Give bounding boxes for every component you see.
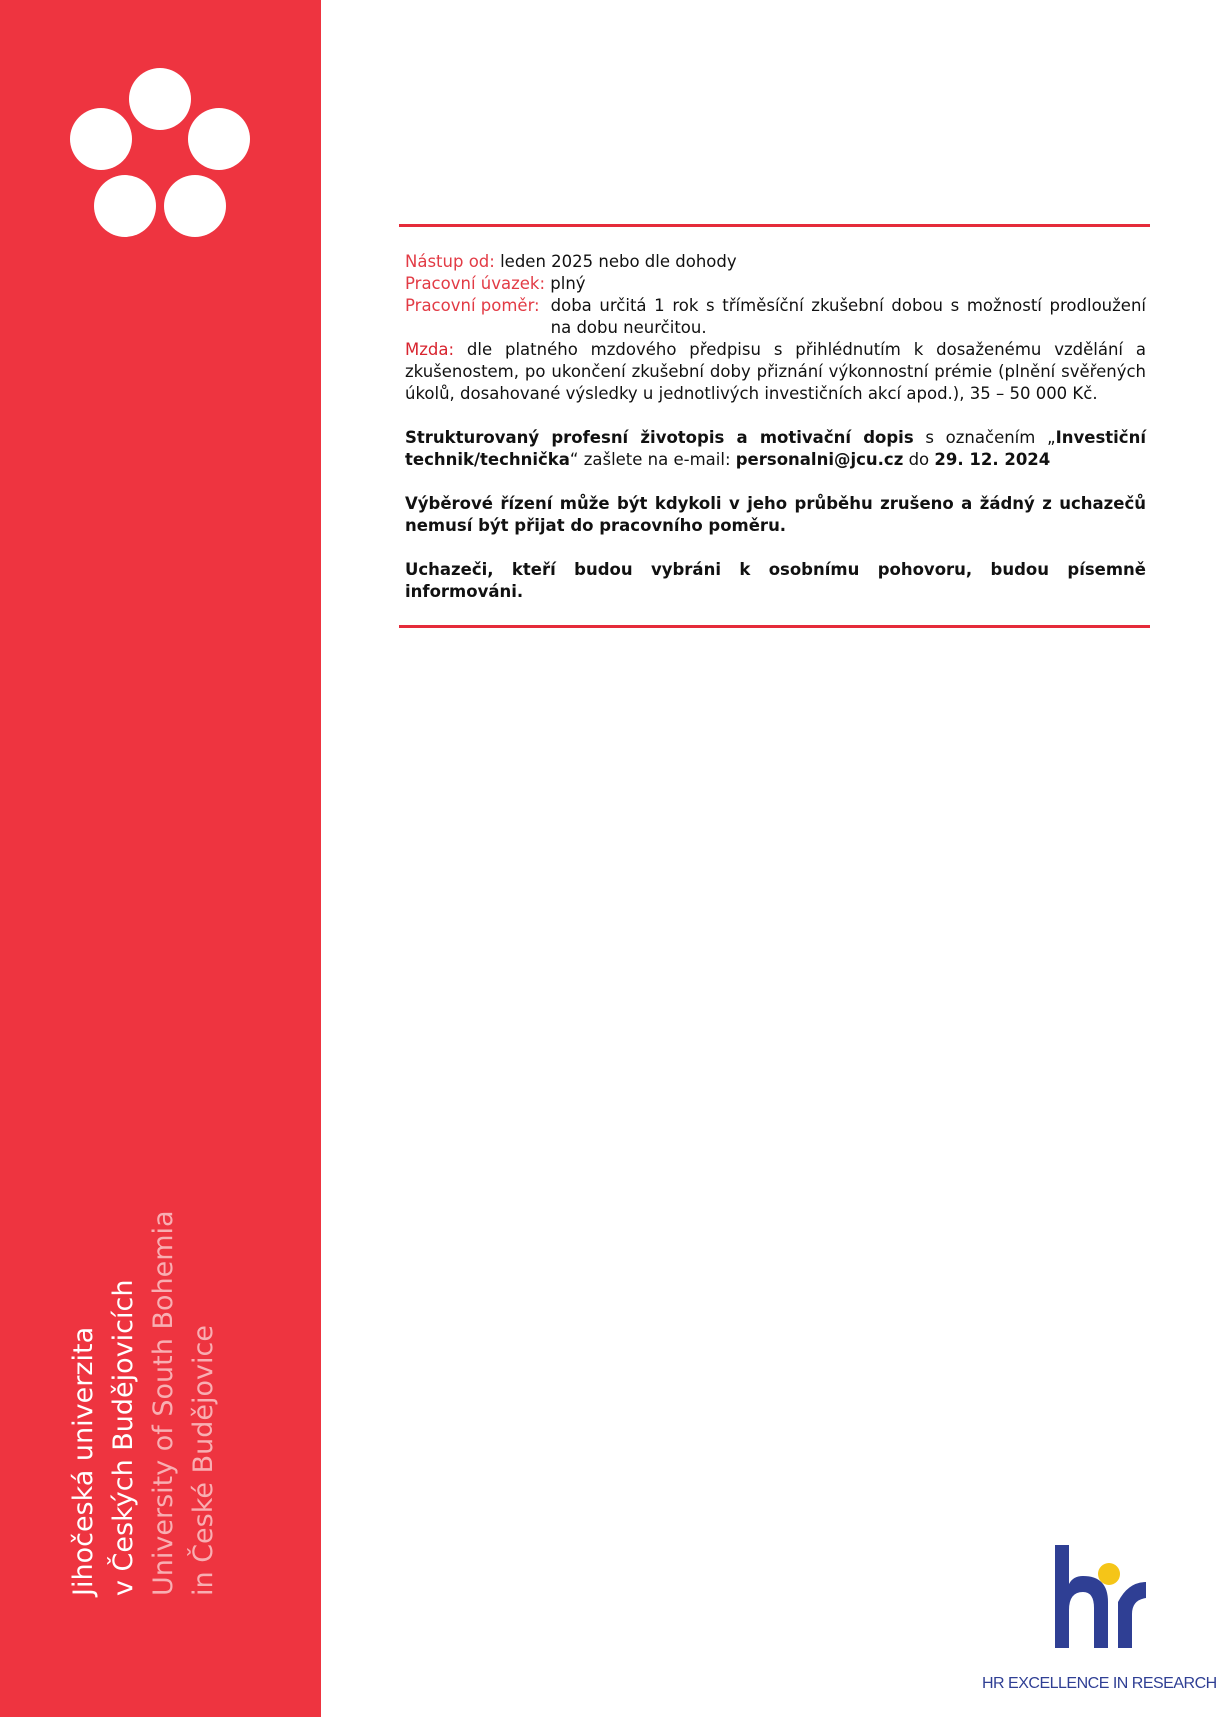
workload-value: plný: [550, 274, 586, 293]
application-instructions: [405, 427, 1146, 471]
application-docs: Strukturovaný profesní životopis a motivační dopis: [405, 428, 914, 447]
interview-notice: Uchazeči, kteří budou vybráni k osobnímu pohovoru, budou písemně informováni.: [405, 560, 1146, 601]
start-date-value: leden 2025 nebo dle dohody: [500, 252, 737, 271]
hr-excellence-caption: HR EXCELLENCE IN RESEARCH: [982, 1675, 1217, 1692]
start-date-label: Nástup od:: [405, 252, 495, 271]
university-logo-icon: [70, 68, 250, 243]
wordmark-en-line2: in České Budějovice: [188, 1325, 219, 1596]
contract-value: doba určitá 1 rok s tříměsíční zkušební dobou s možností prodloužení na dobu neurčitou.: [550, 296, 1146, 337]
bottom-divider: [399, 625, 1150, 628]
deadline-date: 29. 12. 2024: [934, 450, 1051, 469]
contract-label: Pracovní poměr:: [405, 296, 540, 315]
position-name: Investiční technik/technička: [405, 428, 1146, 469]
application-text-3: do: [903, 450, 935, 469]
salary-row: [405, 339, 1146, 405]
salary-value: dle platného mzdového předpisu s přihlédnutím k dosaženému vzdělání a zkušenostem, po ukončení zkušební doby přiznání výkonnostní prémie (plnění svěřených úkolů, dosahované výsledky u jednotlivých investičních akcí apod.), 35 – 50 000 Kč.: [405, 340, 1146, 403]
university-wordmark: [64, 996, 224, 1596]
start-date-row: [405, 251, 1146, 273]
application-text-1: s označením „: [913, 428, 1056, 447]
cancellation-notice: Výběrové řízení může být kdykoli v jeho průběhu zrušeno a žádný z uchazečů nemusí být přijat do pracovního poměru.: [405, 494, 1146, 535]
contact-email[interactable]: personalni@jcu.cz: [735, 450, 904, 469]
wordmark-cz-line2: v Českých Budějovicích: [108, 1279, 139, 1596]
workload-row: [405, 273, 1146, 295]
application-text-2: “ zašlete na e-mail:: [569, 450, 736, 469]
wordmark-en-line1: University of South Bohemia: [148, 1210, 179, 1596]
job-details: [400, 224, 1151, 628]
salary-label: Mzda:: [405, 340, 455, 359]
contract-row: [405, 295, 1146, 339]
workload-label: Pracovní úvazek:: [405, 274, 546, 293]
wordmark-cz-line1: Jihočeská univerzita: [68, 1326, 99, 1596]
sidebar-banner: [0, 0, 321, 1717]
